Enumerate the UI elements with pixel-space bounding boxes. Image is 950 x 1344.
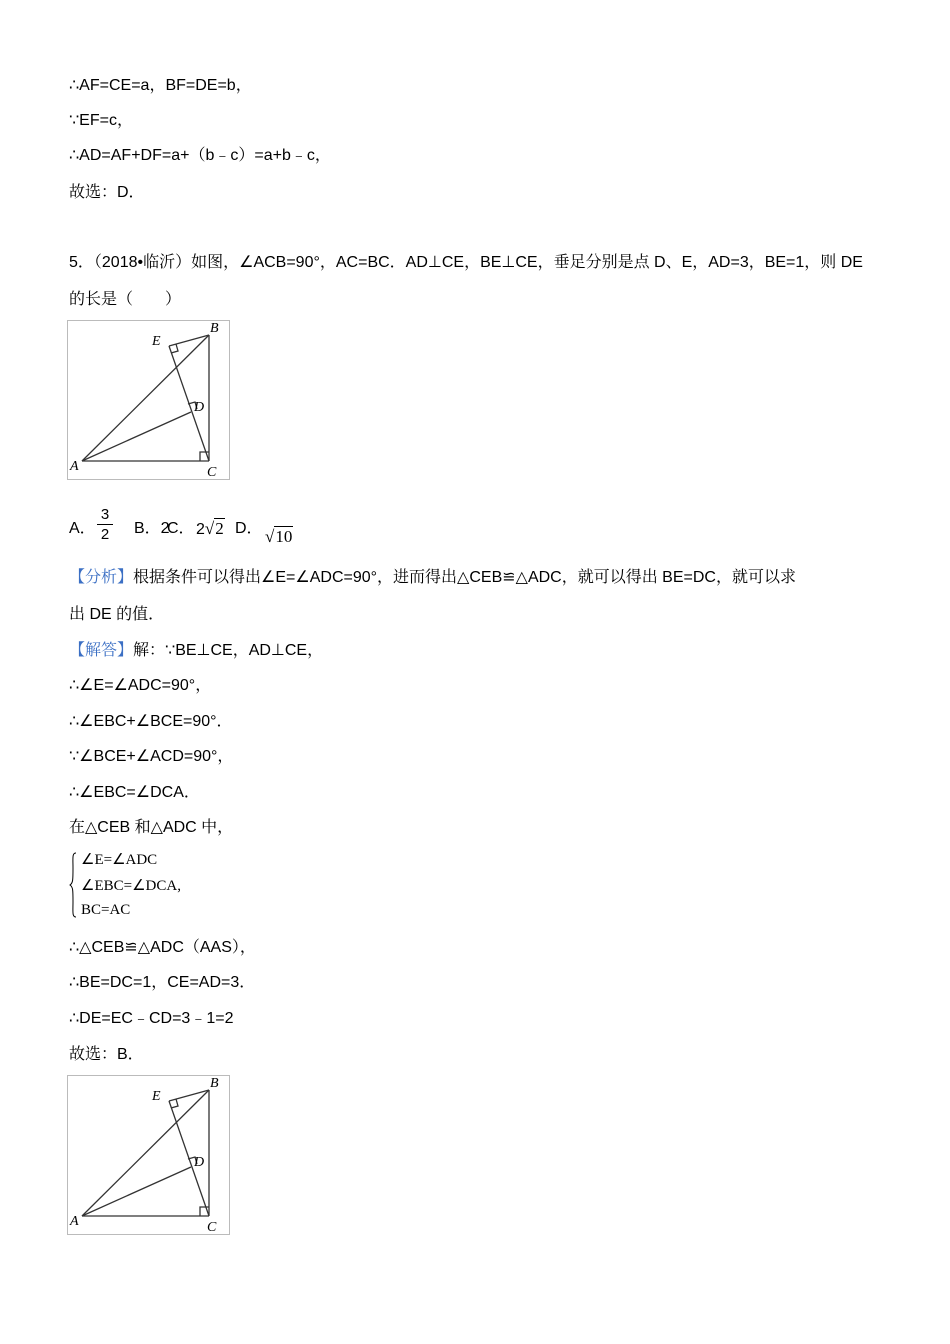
text-line: ∵EF=c， (69, 112, 133, 129)
point-label-c: C (207, 465, 217, 480)
solution-line: ∴△CEB≌△ADC（AAS）， (69, 939, 256, 956)
geometry-figure (67, 1075, 230, 1235)
point-label-b: B (210, 321, 219, 336)
analysis-line: 出 DE 的值． (69, 606, 165, 623)
system-row: ∠EBC=∠DCA, (81, 878, 181, 894)
point-label-e: E (152, 334, 161, 349)
point-label-a: A (70, 459, 79, 474)
solution-line: 故选：B． (69, 1046, 144, 1063)
text-line: 故选：D． (69, 184, 145, 201)
option-c-value: 2√2 (196, 519, 224, 538)
fraction-denominator: 2 (100, 526, 110, 543)
point-label-d: D (194, 400, 205, 415)
sqrt-symbol: √10 (265, 527, 293, 546)
analysis-tag: 【分析】 (69, 569, 134, 586)
system-row: ∠E=∠ADC (81, 852, 158, 868)
solution-line: ∴DE=EC﹣CD=3﹣1=2 (69, 1010, 234, 1027)
equation-system (69, 850, 187, 922)
analysis-line: 【分析】根据条件可以得出∠E=∠ADC=90°，进而得出△CEB≌△ADC，就可以得出 BE=DC，就可以求 (69, 569, 796, 586)
option-a-label: A． (69, 520, 96, 537)
question-text: 5．（2018•临沂）如图，∠ACB=90°，AC=BC．AD⊥CE，BE⊥CE，垂足分别是点 D、E，AD=3，BE=1，则 DE (69, 254, 863, 271)
point-label-c: C (207, 1220, 217, 1235)
geometry-figure (67, 320, 230, 480)
brace-icon (69, 852, 77, 918)
solution-line: 在△CEB 和△ADC 中， (69, 819, 234, 836)
text-line: ∴AD=AF+DF=a+（b﹣c）=a+b﹣c， (69, 147, 331, 164)
solution-line: ∴∠E=∠ADC=90°， (69, 677, 212, 694)
solution-line: ∵∠BCE+∠ACD=90°， (69, 748, 234, 765)
system-row: BC=AC (81, 902, 131, 918)
solution-line: ∴BE=DC=1，CE=AD=3． (69, 974, 256, 991)
point-label-a: A (70, 1214, 79, 1229)
option-b: B．2 (134, 520, 170, 537)
point-label-d: D (194, 1155, 205, 1170)
solution-tag: 【解答】 (69, 642, 134, 659)
point-label-b: B (210, 1076, 219, 1091)
question-text: 的长是（ ） (69, 291, 182, 308)
option-d-value (265, 526, 293, 549)
option-a-fraction (97, 506, 113, 543)
option-d-label: D． (235, 520, 263, 537)
solution-line: ∴∠EBC=∠DCA． (69, 784, 200, 801)
fraction-numerator: 3 (100, 506, 110, 523)
option-c-label: C． (167, 520, 195, 537)
text-line: ∴AF=CE=a，BF=DE=b， (69, 77, 252, 94)
sqrt-symbol: √2 (204, 519, 224, 538)
point-label-e: E (152, 1089, 161, 1104)
solution-line: 【解答】解：∵BE⊥CE，AD⊥CE， (69, 642, 324, 659)
solution-line: ∴∠EBC+∠BCE=90°． (69, 713, 233, 730)
